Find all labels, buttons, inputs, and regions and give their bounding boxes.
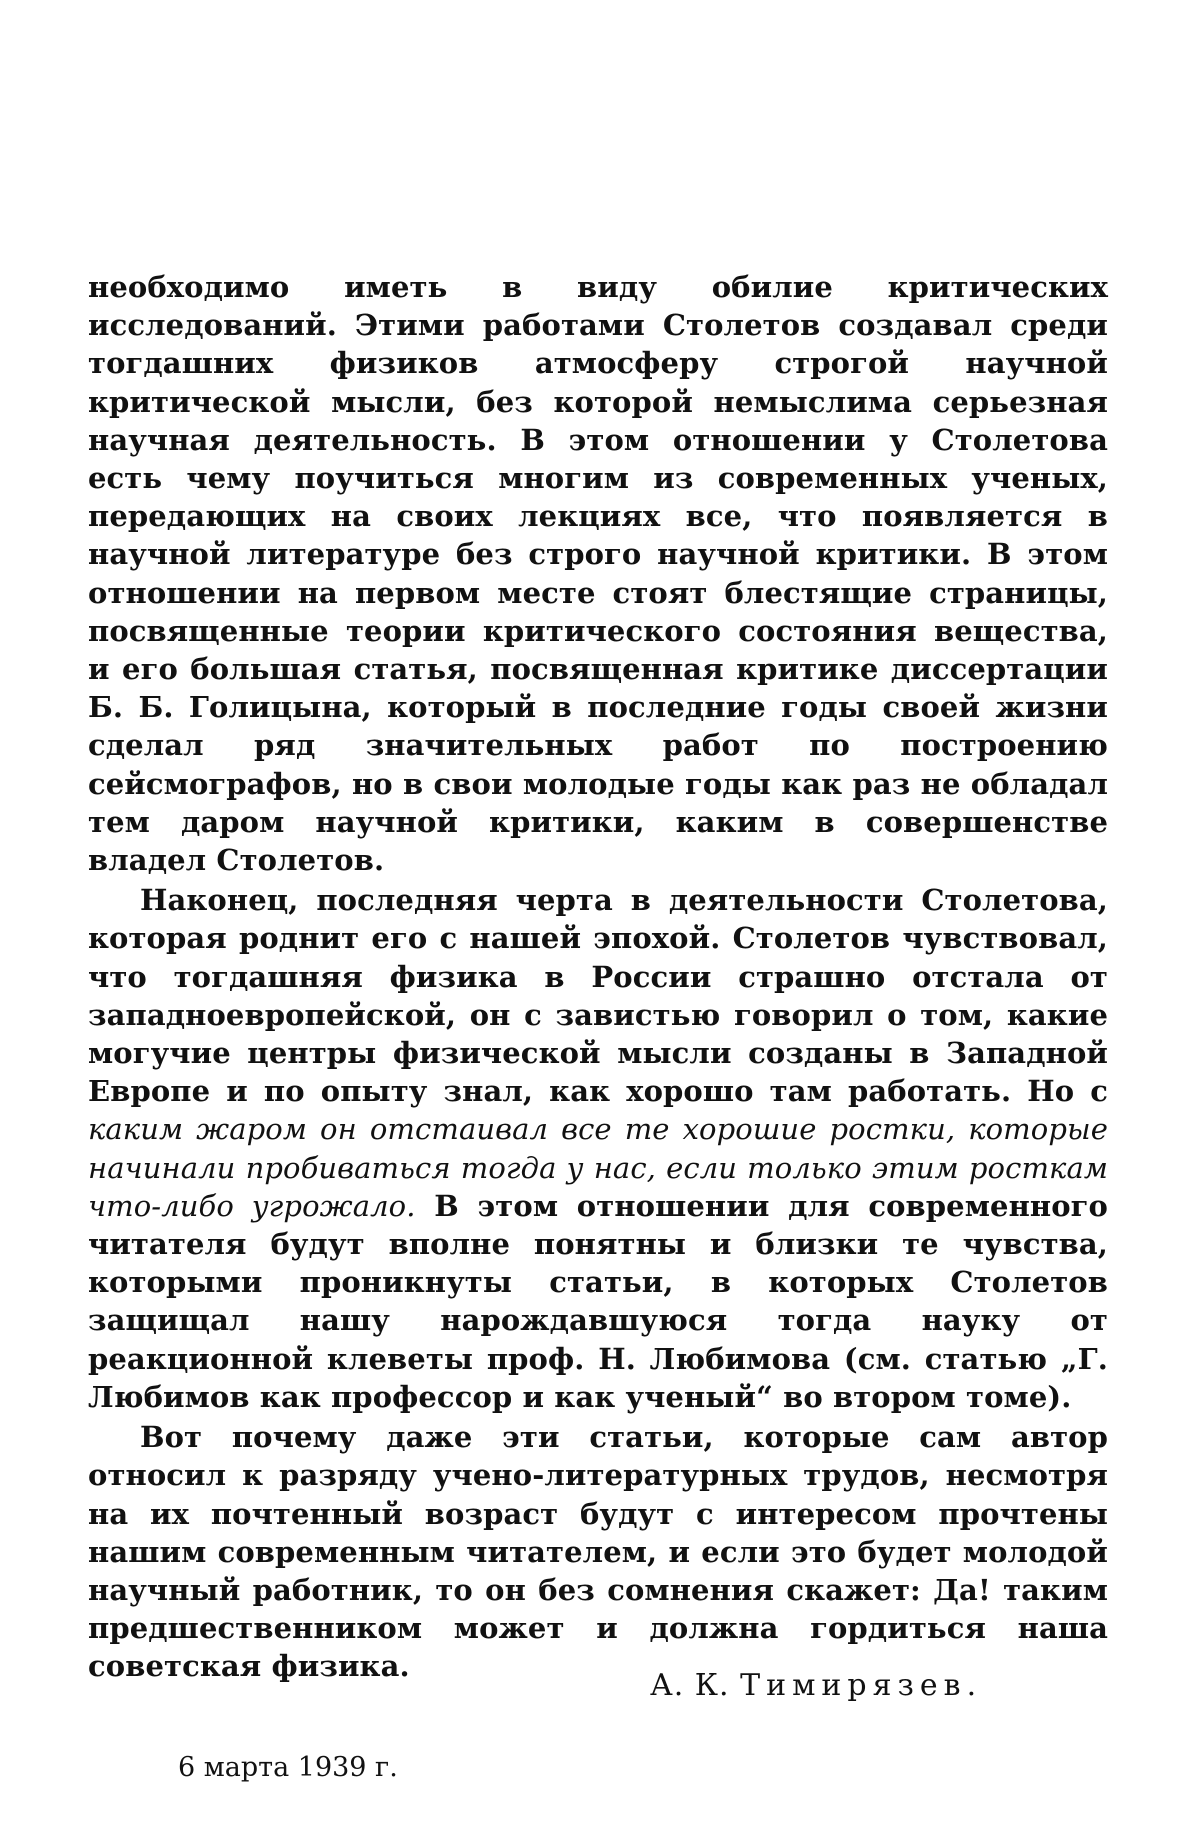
book-page [0,0,1200,1834]
paragraph-2-italic-text: каким жаром он отстаивал все те хорошие ростки, которые начинали пробиваться тогда у нас, если только этим росткам что-либо угрожало. [88,1112,1108,1222]
paragraph-1 [88,268,1108,879]
body-text [88,268,1108,1686]
paragraph-2 [88,881,1108,1416]
signature-initials: А. К. [650,1668,730,1703]
paragraph-3-text: Вот почему даже эти статьи, которые сам автор относил к разряду учено-литературных трудов, несмотря на их почтенный возраст будут с интересом прочтены нашим современным читателем, и если это будет молодой научный работник, то он без сомнения скажет: Да! таким предшественником может и должна гордиться наша советская физика. [88,1420,1108,1683]
author-signature [650,1668,982,1703]
document-date: 6 марта 1939 г. [178,1752,398,1783]
signature-surname: Тимирязев. [740,1668,982,1703]
paragraph-2-text-start: Наконец, последняя черта в деятельности Столетова, которая роднит его с нашей эпохой. Столетов чувствовал, что тогдашняя физика в России страшно отстала от западноевропейской, он с завистью говорил о том, какие могучие центры физической мысли созданы в Западной Европе и по опыту знал, как хорошо там работать. Но с [88,883,1108,1108]
paragraph-1-text: необходимо иметь в виду обилие критических исследований. Этими работами Столетов создавал среди тогдашних физиков атмосферу строгой научной критической мысли, без которой немыслима серьезная научная деятельность. В этом отношении у Столетова есть чему поучиться многим из современных ученых, передающих на своих лекциях все, что появляется в научной литературе без строго научной критики. В этом отношении на первом месте стоят блестящие страницы, посвященные теории критического состояния вещества, и его большая статья, посвященная критике диссертации Б. Б. Голицына, который в последние годы своей жизни сделал ряд значительных работ по построению сейсмографов, но в свои молодые годы как раз не обладал тем даром научной критики, каким в совершенстве владел Столетов. [88,270,1108,877]
paragraph-3 [88,1418,1108,1685]
paragraph-2-text-end: В этом отношении для современного читателя будут вполне понятны и близки те чувства, которыми проникнуты статьи, в которых Столетов защищал нашу нарождавшуюся тогда науку от реакционной клеветы проф. Н. Любимова (см. статью „Г. Любимов как профессор и как ученый“ во втором томе). [88,1189,1108,1414]
